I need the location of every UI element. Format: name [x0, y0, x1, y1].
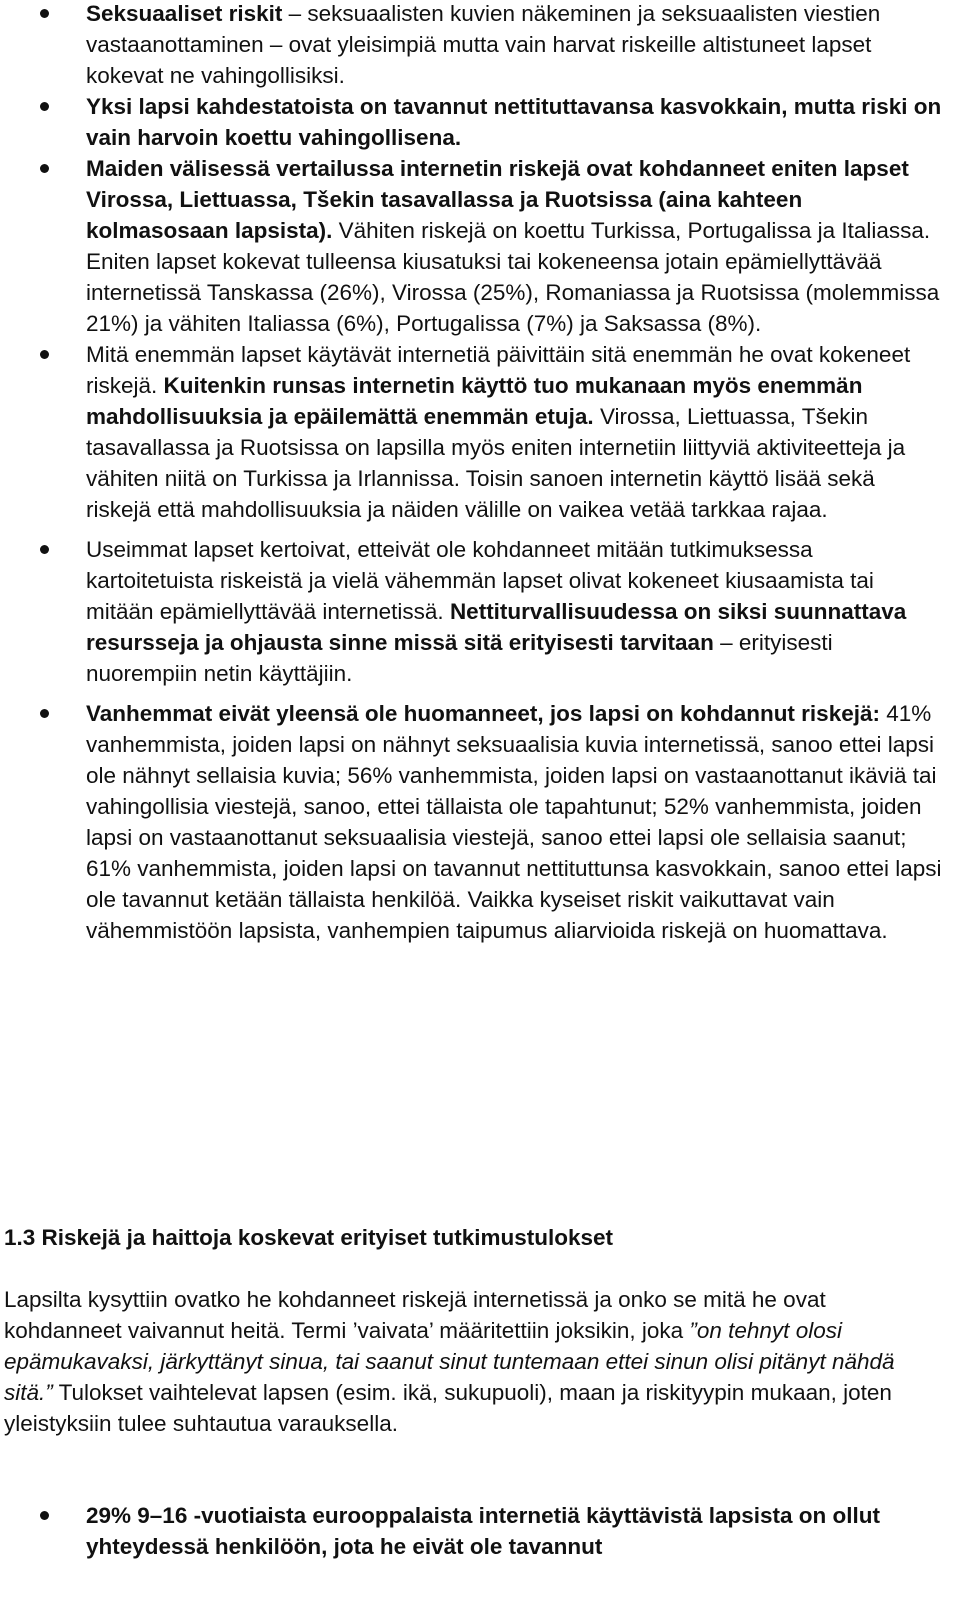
list-item [0, 0, 960, 91]
list-item [0, 339, 960, 525]
list-item [0, 534, 960, 689]
list-item [0, 698, 960, 946]
bold-text: Kuitenkin runsas internetin käyttö tuo mukanaan myös enemmän mahdollisuuksia ja epäilemättä enemmän etuja. [86, 373, 863, 429]
bold-text: Nettiturvallisuudessa on siksi suunnattava resursseja ja ohjausta sinne missä sitä erityisesti tarvitaan [86, 599, 907, 655]
body-text: Virossa, Liettuassa, Tšekin tasavallassa ja Ruotsissa on lapsilla myös eniten internetiin liittyviä aktiviteetteja ja vähiten niitä on Turkissa ja Irlannissa. Toisin sanoen internetin käyttö lisää sekä riskejä että mahdollisuuksia ja näiden välille on vaikea vetää tarkkaa rajaa. [86, 404, 906, 522]
findings-list-2 [0, 1500, 960, 1562]
body-text: Lapsilta kysyttiin ovatko he kohdanneet riskejä internetissä ja onko se mitä he ovat kohdanneet vaivannut heitä. Termi ’vaivata’ määritettiin joksikin, joka [4, 1287, 826, 1343]
italic-quote: ”on tehnyt olosi epämukavaksi, järkyttänyt sinua, tai saanut sinut tuntemaan ettei sinun olisi pitänyt nähdä sitä.” [4, 1318, 895, 1405]
bold-text: Yksi lapsi kahdestatoista on tavannut nettituttavansa kasvokkain, mutta riski on vain harvoin koettu vahingollisena. [86, 94, 942, 150]
bold-text: Maiden välisessä vertailussa internetin riskejä ovat kohdanneet eniten lapset Virossa, Liettuassa, Tšekin tasavallassa ja Ruotsissa (aina kahteen kolmasosaan lapsista). [86, 156, 909, 243]
bullet-icon [40, 350, 49, 359]
body-text: Vähiten riskejä on koettu Turkissa, Portugalissa ja Italiassa. Eniten lapset kokevat tulleensa kiusatuksi tai kokeneensa jotain epämiellyttävää internetissä Tanskassa (26%), Virossa (25%), Romaniassa ja Ruotsissa (molemmissa 21%) ja vähiten Italiassa (6%), Portugalissa (7%) ja Saksassa (8%). [86, 218, 940, 336]
bold-text: Seksuaaliset riskit [86, 1, 283, 26]
body-text: 41% vanhemmista, joiden lapsi on nähnyt seksuaalisia kuvia internetissä, sanoo ettei lapsi ole nähnyt sellaisia kuvia; 56% vanhemmista, joiden lapsi on vastaanottanut ikäviä tai vahingollisia viestejä, sanoo, ettei tällaista ole tapahtunut; 52% vanhemmista, joiden lapsi on vastaanottanut seksuaalisia viestejä, sanoo ettei lapsi ole sellaisia saanut; 61% vanhemmista, joiden lapsi on tavannut nettituttunsa kasvokkain, sanoo ettei lapsi ole tavannut ketään tällaista henkilöä. Vaikka kyseiset riskit vaikuttavat vain vähemmistöön lapsista, vanhempien taipumus aliarvioida riskejä on huomattava. [86, 701, 942, 943]
list-item [0, 91, 960, 153]
body-text: Mitä enemmän lapset käytävät internetiä päivittäin sitä enemmän he ovat kokeneet riskejä. [86, 342, 911, 398]
list-item [0, 1500, 960, 1562]
body-text: – seksuaalisten kuvien näkeminen ja seksuaalisten viestien vastaanottaminen – ovat yleisimpiä mutta vain harvat riskeille altistuneet lapset kokevat ne vahingollisiksi. [86, 1, 881, 88]
bullet-icon [40, 164, 49, 173]
bullet-icon [40, 9, 49, 18]
bullet-icon [40, 1511, 49, 1520]
section-heading: 1.3 Riskejä ja haittoja koskevat erityiset tutkimustulokset [4, 1225, 613, 1250]
bold-text: 29% 9–16 -vuotiaista eurooppalaista internetiä käyttävistä lapsista on ollut yhteydessä henkilöön, jota he eivät ole tavannut [86, 1503, 881, 1559]
body-text: Useimmat lapset kertoivat, etteivät ole kohdanneet mitään tutkimuksessa kartoitetuista riskeistä ja vielä vähemmän lapset olivat kokeneet kiusaamista tai mitään epämiellyttävää internetissä. [86, 537, 874, 624]
body-text: Tulokset vaihtelevat lapsen (esim. ikä, sukupuoli), maan ja riskityypin mukaan, joten yleistyksiin tulee suhtautua varauksella. [4, 1380, 892, 1436]
list-item [0, 153, 960, 339]
bullet-icon [40, 102, 49, 111]
bold-text: Vanhemmat eivät yleensä ole huomanneet, jos lapsi on kohdannut riskejä: [86, 701, 880, 726]
body-text: – erityisesti nuorempiin netin käyttäjiin. [86, 630, 833, 686]
body-paragraph [4, 1284, 944, 1439]
bullet-icon [40, 545, 49, 554]
bullet-icon [40, 709, 49, 718]
